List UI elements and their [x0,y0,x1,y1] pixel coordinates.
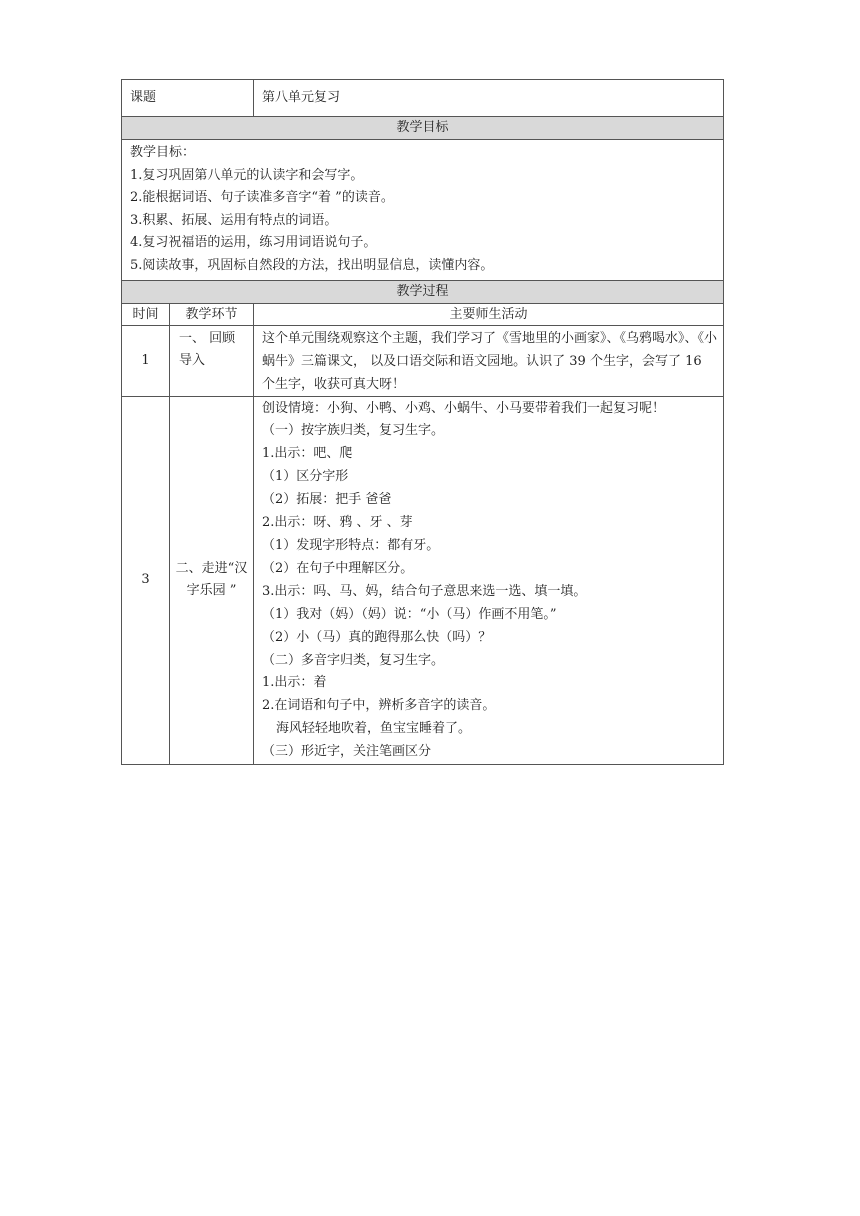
objectives-line: 教学目标： [130,145,196,160]
objectives-section-title: 教学目标 [122,117,724,140]
process-section-title: 教学过程 [122,280,724,303]
topic-label: 课题 [122,80,254,117]
objectives-header-row [122,117,724,140]
topic-row [122,80,724,117]
lesson-plan-table-wrapper [121,79,723,765]
activity-line: 创设情境：小狗、小鸭、小鸡、小蜗牛、小马要带着我们一起复习呢！ [262,400,666,416]
activity-line: （2）拓展：把手 爸爸 [262,492,392,508]
activity-line: （二）多音字归类，复习生字。 [262,652,445,668]
activity-line: （1）发现字形特点：都有牙。 [262,538,440,553]
objectives-line: 2.能根据词语、句子读准多音字“着 ”的读音。 [130,190,394,206]
lesson-plan-table [121,79,724,765]
activity-line: 这个单元围绕观察这个主题，我们学习了《雪地里的小画家》、《乌鸦喝水》、《小蜗牛》三篇课文， 以及口语交际和语文园地。认识了 39 个生字，会写了 16 个生字，收获可真大呀！ [262,330,718,392]
activity-line: （一）按字族归类，复习生字。 [262,423,445,439]
process-header-row [122,280,724,303]
objectives-line: 5.阅读故事，巩固标自然段的方法，找出明显信息，读懂内容。 [130,257,494,273]
row-stage: 二、走进“汉字乐园 ” [170,396,254,765]
activity-line: 1.出示：着 [262,675,327,691]
column-header-activities: 主要师生活动 [254,303,724,325]
process-column-headers [122,303,724,325]
table-row [122,396,724,765]
activity-line: 2.在词语和句子中，辨析多音字的读音。 [262,698,496,714]
row-time: 3 [122,396,170,765]
objectives-row [122,140,724,281]
row-time: 1 [122,325,170,396]
row-activities [254,325,724,396]
objectives-line: 1.复习巩固第八单元的认读字和会写字。 [130,167,364,183]
row-activities [254,396,724,765]
table-row [122,325,724,396]
objectives-line: 4.复习祝福语的运用，练习用词语说句子。 [130,235,377,251]
column-header-time: 时间 [122,303,170,325]
objectives-line: 3.积累、拓展、运用有特点的词语。 [130,212,338,228]
topic-value: 第八单元复习 [254,80,724,117]
activity-line: （2）小（马）真的跑得那么快（吗）？ [262,629,492,645]
activity-line: 3.出示：吗、马、妈，结合句子意思来选一选、填一填。 [262,583,587,599]
objectives-content [122,140,724,281]
activity-line: 海风轻轻地吹着，鱼宝宝睡着了。 [276,721,472,737]
activity-line: （三）形近字，关注笔画区分 [262,744,432,760]
activity-line: 2.出示：呀、鸦 、牙 、芽 [262,515,413,531]
row-stage: 一、 回顾导入 [170,325,254,396]
activity-line: 1.出示：吧、爬 [262,446,353,462]
activity-line: （1）区分字形 [262,469,349,485]
activity-line: （2）在句子中理解区分。 [262,560,414,576]
activity-line: （1）我对（妈）（妈）说：“小（马）作画不用笔。” [262,606,557,622]
column-header-stage: 教学环节 [170,303,254,325]
